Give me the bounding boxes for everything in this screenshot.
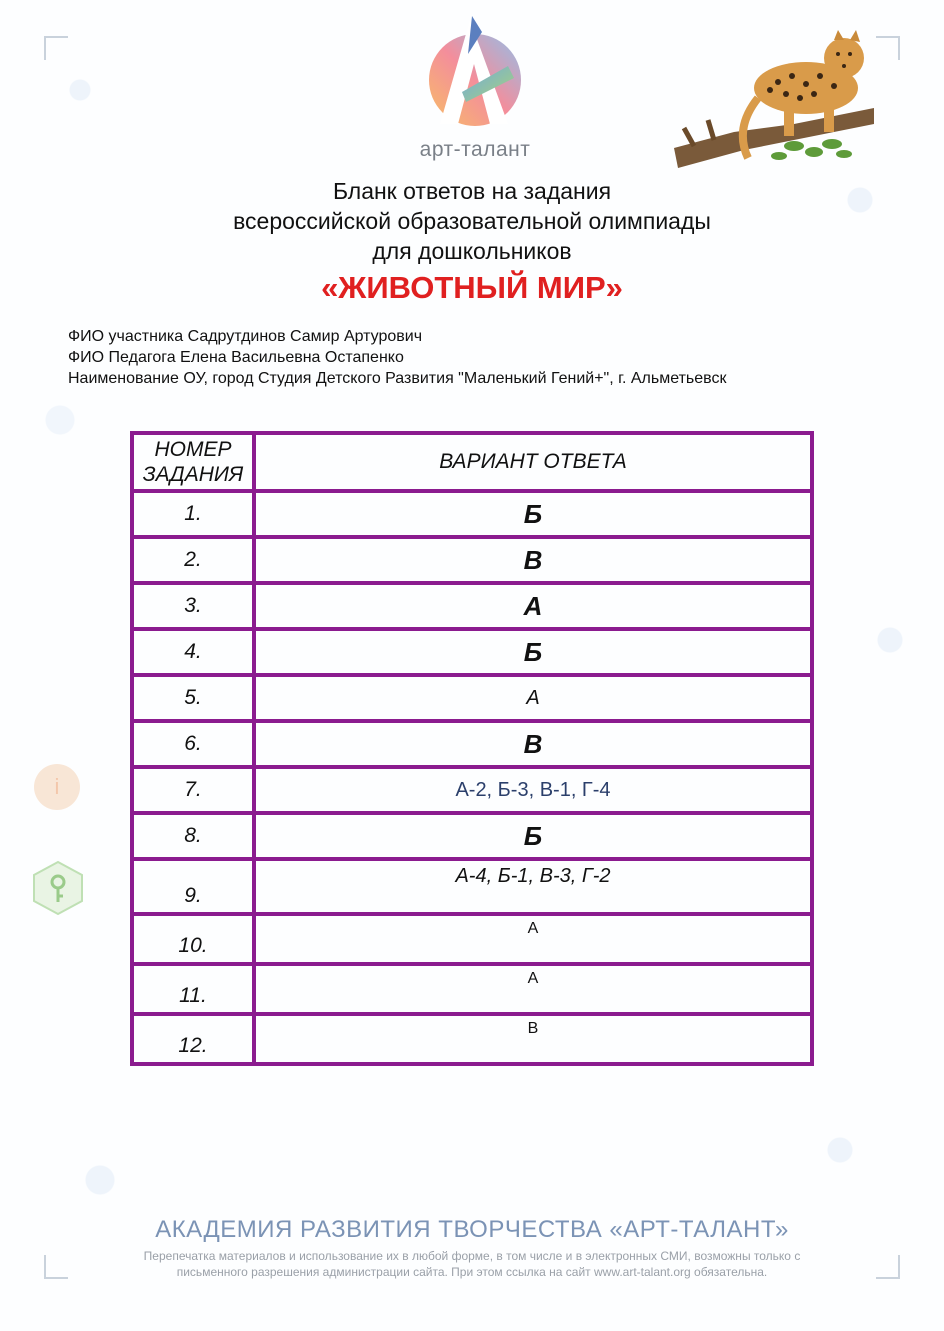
answer-cell: В <box>254 1014 812 1064</box>
task-number: 4. <box>132 629 254 675</box>
footer-title: АКАДЕМИЯ РАЗВИТИЯ ТВОРЧЕСТВА «АРТ-ТАЛАНТ» <box>155 1216 789 1243</box>
heading-line: всероссийской образовательной олимпиады <box>233 208 711 234</box>
answer-cell: А-4, Б-1, В-3, Г-2 <box>254 859 812 914</box>
task-number: 8. <box>132 813 254 859</box>
corner-mark <box>44 1255 68 1279</box>
header-task-number <box>132 433 254 491</box>
answer-cell: В <box>254 537 812 583</box>
table-row <box>132 767 812 813</box>
corner-mark <box>876 1255 900 1279</box>
table-row <box>132 859 812 914</box>
task-number: 7. <box>132 767 254 813</box>
participant-name: ФИО участника Садрутдинов Самир Артурович <box>68 328 423 345</box>
header-answer: ВАРИАНТ ОТВЕТА <box>254 433 812 491</box>
answer-cell: А-2, Б-3, В-1, Г-4 <box>254 767 812 813</box>
task-number: 6. <box>132 721 254 767</box>
heading-line: для дошкольников <box>372 238 572 264</box>
answer-cell: А <box>254 583 812 629</box>
answers-table <box>130 431 814 1066</box>
answer-cell: Б <box>254 629 812 675</box>
teacher-name: ФИО Педагога Елена Васильевна Остапенко <box>68 349 404 366</box>
answer-cell: В <box>254 721 812 767</box>
table-row <box>132 1014 812 1064</box>
info-badge-icon[interactable]: i <box>34 764 80 810</box>
form-heading <box>0 176 944 308</box>
task-number: 1. <box>132 491 254 537</box>
answer-cell: Б <box>254 491 812 537</box>
answer-cell: А <box>254 675 812 721</box>
table-header-row <box>132 433 812 491</box>
corner-mark <box>876 36 900 60</box>
brand-logo-text: арт-талант <box>419 138 531 161</box>
task-number: 3. <box>132 583 254 629</box>
contest-title: «ЖИВОТНЫЙ МИР» <box>321 270 623 305</box>
key-hexagon-icon[interactable] <box>30 860 86 916</box>
brand-logo <box>410 14 540 164</box>
answer-cell: А <box>254 914 812 964</box>
table-row <box>132 964 812 1014</box>
table-row <box>132 537 812 583</box>
footer-note-line: Перепечатка материалов и использование их в любой форме, в том числе и в электронных СМИ, возможны только с <box>143 1249 801 1263</box>
school-name: Наименование ОУ, город Студия Детского Развития "Маленький Гений+", г. Альметьевск <box>68 370 727 387</box>
task-number: 2. <box>132 537 254 583</box>
participant-info <box>68 326 726 389</box>
header-task-number-line: НОМЕР <box>154 438 232 461</box>
art-talant-logo-icon <box>410 14 540 138</box>
task-number: 10. <box>132 914 254 964</box>
footer-note-line: письменного разрешения администрации сайта. При этом ссылка на сайт www.art-talant.org обязательна. <box>176 1265 768 1279</box>
table-row <box>132 675 812 721</box>
table-row <box>132 629 812 675</box>
table-row <box>132 583 812 629</box>
answer-cell: Б <box>254 813 812 859</box>
answer-cell: А <box>254 964 812 1014</box>
footer-copyright-note <box>90 1248 854 1280</box>
table-row <box>132 813 812 859</box>
task-number: 11. <box>132 964 254 1014</box>
task-number: 5. <box>132 675 254 721</box>
heading-line: Бланк ответов на задания <box>332 178 612 204</box>
task-number: 12. <box>132 1014 254 1064</box>
table-row <box>132 491 812 537</box>
header-task-number-line: ЗАДАНИЯ <box>142 463 244 486</box>
table-row <box>132 721 812 767</box>
corner-mark <box>44 36 68 60</box>
leopard-illustration <box>674 28 874 176</box>
table-row <box>132 914 812 964</box>
task-number: 9. <box>132 859 254 914</box>
